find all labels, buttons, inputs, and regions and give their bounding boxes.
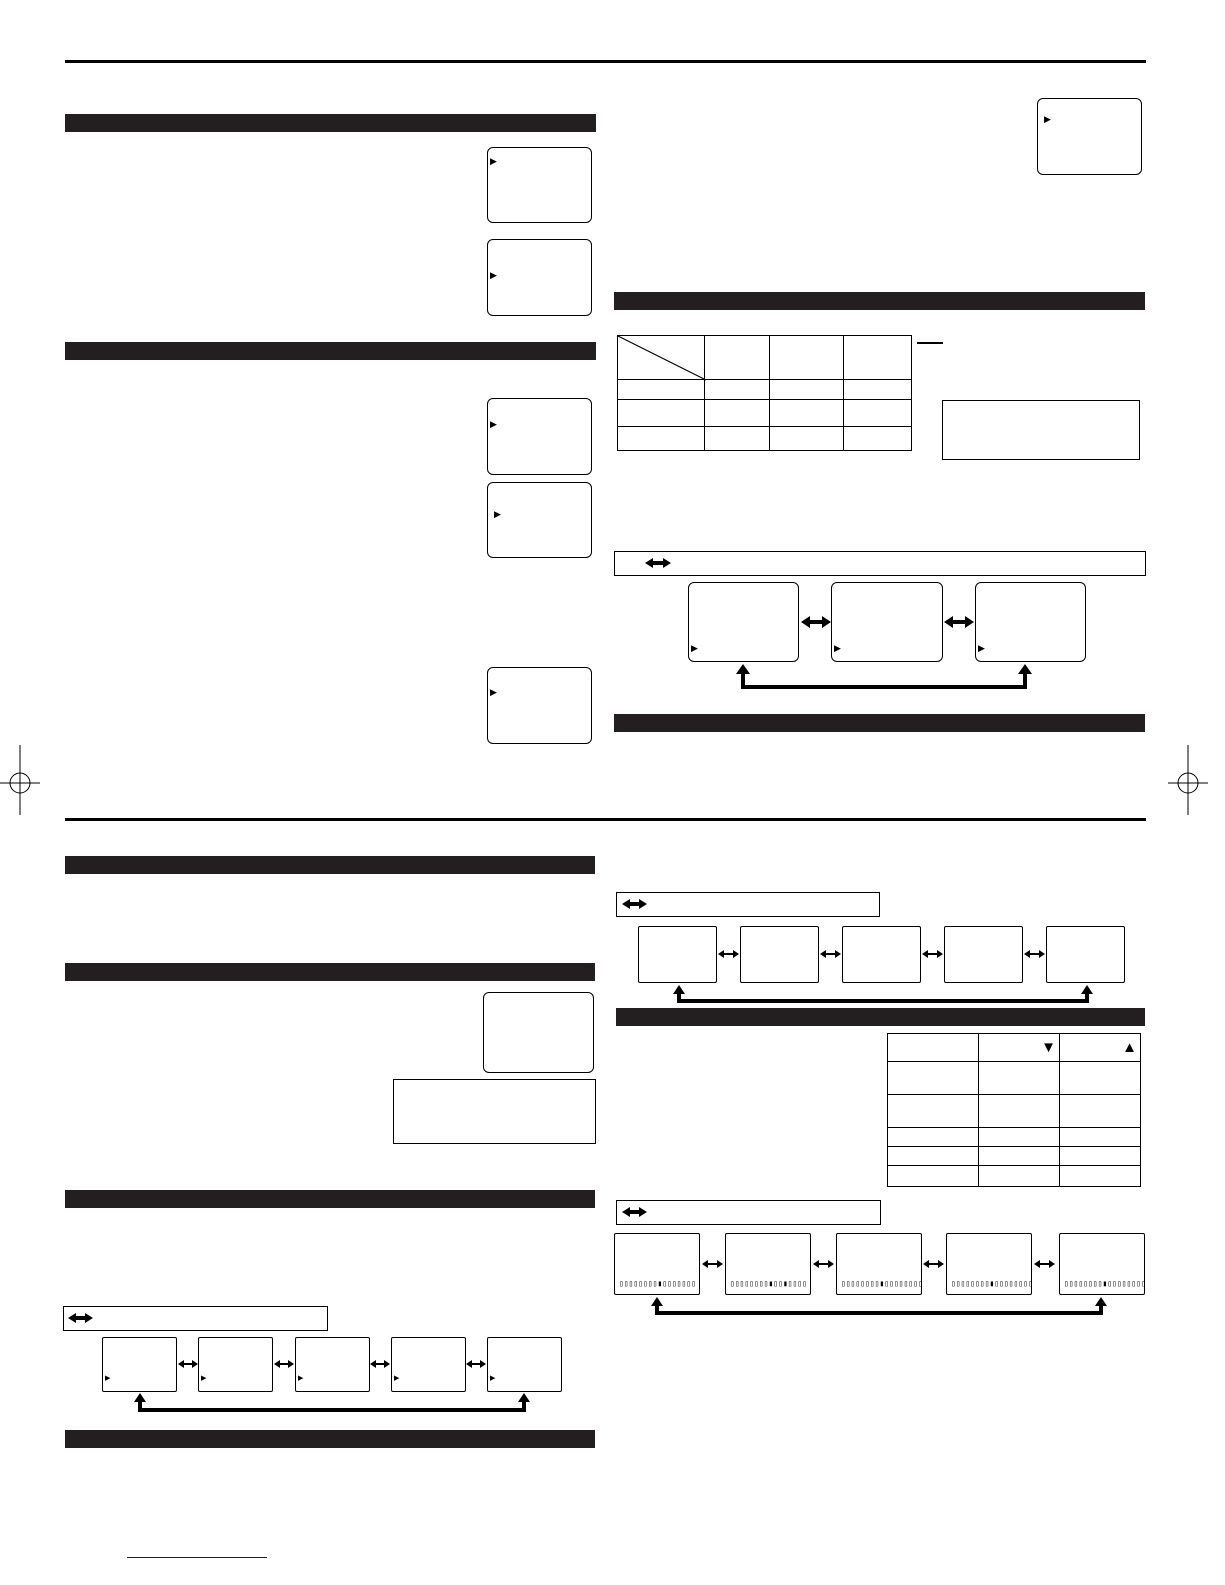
menu-pointer-icon: ▶ xyxy=(978,643,985,653)
cycle-arrow-icon xyxy=(622,1207,647,1217)
menu-pointer-icon: ▶ xyxy=(490,1375,496,1382)
cycle-arrow-icon xyxy=(820,950,841,958)
cycle-arrow-icon xyxy=(645,558,671,568)
menu-pointer-icon: ▶ xyxy=(691,643,698,653)
menu-pointer-icon: ▶ xyxy=(201,1375,207,1382)
menu-pointer-icon: ▶ xyxy=(834,643,841,653)
cycle-arrow-icon xyxy=(944,616,974,628)
level-meter: ▯▯▯▯▯▯▯▯▮▯▯▮▯▯▯▯ xyxy=(730,1279,808,1288)
cycle-arrow-icon xyxy=(922,950,943,958)
menu-pointer-icon: ▶ xyxy=(490,419,497,429)
cycle-arrow-icon xyxy=(1034,1260,1055,1268)
menu-pointer-icon: ▶ xyxy=(394,1375,400,1382)
menu-pointer-icon: ▶ xyxy=(298,1375,304,1382)
level-meter: ▯▯▯▯▯▯▯▯▮▯▯▯▯▯▯▯▯ xyxy=(841,1279,923,1288)
menu-pointer-icon: ▶ xyxy=(494,509,501,519)
cycle-arrow-icon xyxy=(622,899,647,909)
cycle-arrow-icon xyxy=(718,950,739,958)
menu-pointer-icon: ▶ xyxy=(105,1375,111,1382)
cycle-arrow-icon xyxy=(813,1260,834,1268)
level-meter: ▯▯▯▯▯▯▯▯▮▯▯▯▯▯▯▯ xyxy=(619,1279,697,1288)
cycle-arrow-icon xyxy=(702,1260,723,1268)
cycle-arrow-icon xyxy=(466,1360,486,1368)
cycle-arrow-icon xyxy=(274,1360,294,1368)
cycle-arrow-icon xyxy=(370,1360,390,1368)
cycle-arrow-icon xyxy=(68,1313,93,1323)
cycle-arrow-icon xyxy=(923,1260,944,1268)
menu-pointer-icon: ▶ xyxy=(1044,114,1051,124)
level-meter: ▯▯▯▯▯▯▯▯▮▯▯▯▯▯▯▯▯ xyxy=(1064,1279,1146,1288)
cycle-arrow-icon xyxy=(1024,950,1045,958)
level-meter: ▯▯▯▯▯▯▯▯▮▯▯▯▯▯▯▯▯ xyxy=(951,1279,1033,1288)
down-triangle-icon: ▼ xyxy=(1041,1038,1056,1056)
cycle-arrow-icon xyxy=(801,616,831,628)
menu-pointer-icon: ▶ xyxy=(490,687,497,697)
cycle-arrow-icon xyxy=(178,1360,198,1368)
up-triangle-icon: ▲ xyxy=(1122,1038,1137,1056)
menu-pointer-icon: ▶ xyxy=(490,156,497,166)
menu-pointer-icon: ▶ xyxy=(490,270,497,280)
